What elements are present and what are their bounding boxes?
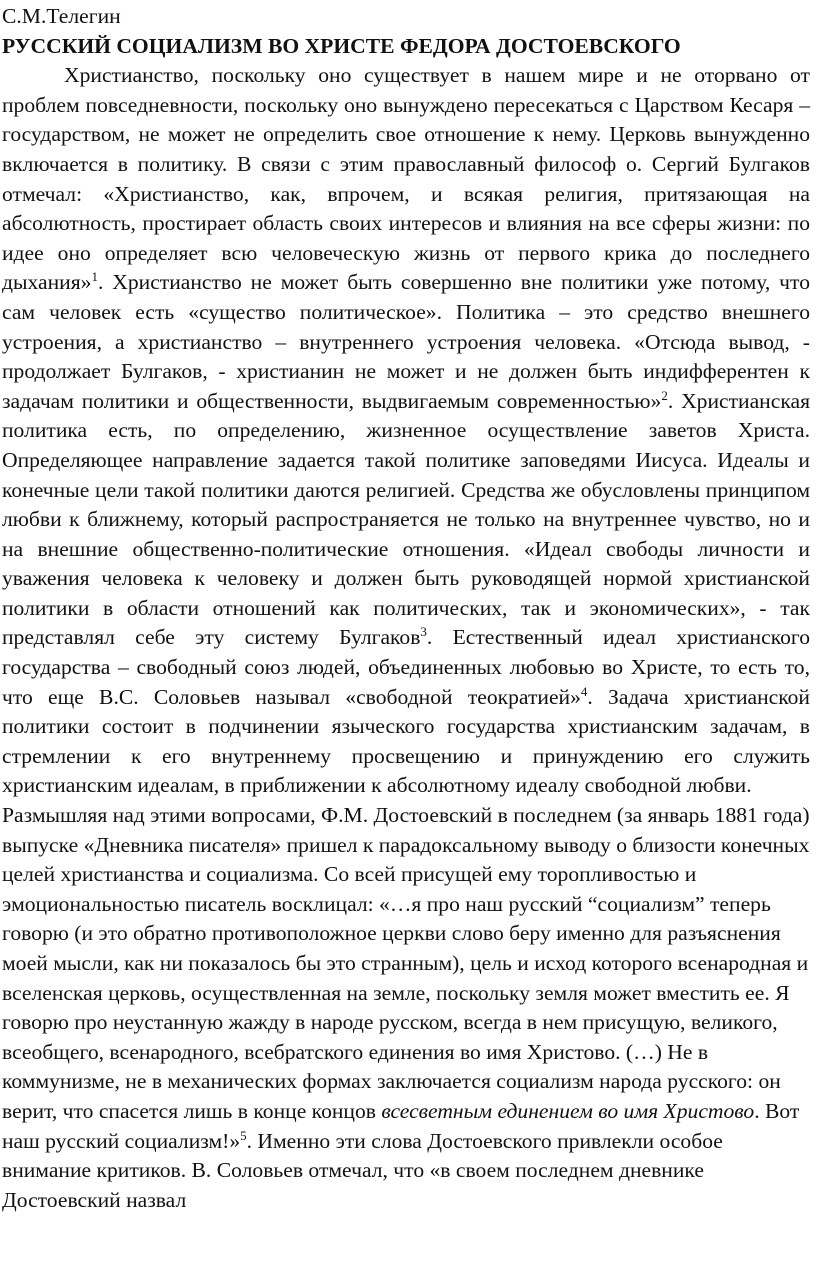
footnote-ref-3: 3: [420, 624, 427, 640]
author-name: С.М.Телегин: [2, 4, 121, 28]
document-title: РУССКИЙ СОЦИАЛИЗМ ВО ХРИСТЕ ФЕДОРА ДОСТОЕВСКОГО: [2, 33, 681, 58]
paragraph-1-text-5: . Задача христианской политики состоит в подчинении языческого государства христианским задачам, в стремлении к его внутреннему просвещению и принуждению его служить христианским идеалам, в приближении к абсолютному идеалу свободной любви.: [2, 684, 810, 798]
paragraph-1-text-1: Христианство, поскольку оно существует в нашем мире и не оторвано от проблем повседневности, поскольку оно вынуждено пересекаться с Царством Кесаря – государством, не может не определить свое отношение к нему. Церковь вынужденно включается в политику. В связи с этим православный философ о. Сергий Булгаков отмечал: «Христианство, как, впрочем, и всякая религия, притязающая на абсолютность, простирает область своих интересов и влияния на все сферы жизни: по идее оно определяет всю человеческую жизнь от первого крика до последнего дыхания»: [2, 63, 810, 295]
footnote-ref-5: 5: [240, 1127, 247, 1143]
paragraph-1-text-3: . Христианская политика есть, по определению, жизненное осуществление заветов Христа. Определяющее направление задается такой политике заповедями Иисуса. Идеалы и конечные цели такой политики даются религией. Средства же обусловлены принципом любви к ближнему, который распространяется не только на внутреннее чувство, но и на внешние общественно-политические отношения. «Идеал свободы личности и уважения человека к человеку и должен быть руководящей нормой христианской политики в области отношений как политических, так и экономических», - так представлял себе эту систему Булгаков: [2, 388, 810, 650]
paragraph-2-text-3: . Именно эти слова Достоевского привлекли особое внимание критиков. В. Соловьев отмечал, что «в своем последнем дневнике Достоевский назвал: [2, 1128, 723, 1212]
paragraph-2-text-2: . Вот наш русский социализм!»: [2, 1098, 800, 1153]
paragraph-1: [2, 61, 810, 801]
paragraph-2-italic: всесветным единением во имя Христово: [381, 1098, 755, 1123]
paragraph-2-text-1: Размышляя над этими вопросами, Ф.М. Достоевский в последнем (за январь 1881 года) выпуске «Дневника писателя» пришел к парадоксальному выводу о близости конечных целей христианства и социализма. Со всей присущей ему торопливостью и эмоциональностью писатель восклицал: «…я про наш русский “социализм” теперь говорю (и это обратно противоположное церкви слово беру именно для разъяснения моей мысли, как ни показалось бы это странным), цель и исход которого всенародная и вселенская церковь, осуществленная на земле, поскольку земля может вместить ее. Я говорю про неустанную жажду в народе русском, всегда в нем присущую, великого, всеобщего, всенародного, всебратского единения во имя Христово. (…) Не в коммунизме, не в механических формах заключается социализм народа русского: он верит, что спасется лишь в конце концов: [2, 803, 810, 1123]
paragraph-2: [2, 801, 810, 1215]
footnote-ref-1: 1: [91, 269, 98, 285]
footnote-ref-2: 2: [661, 387, 668, 403]
paragraph-1-text-4: . Естественный идеал христианского государства – свободный союз людей, объединенных любовью во Христе, то есть то, что еще В.С. Соловьев называл «свободной теократией»: [2, 625, 810, 709]
paragraph-1-text-2: . Христианство не может быть совершенно вне политики уже потому, что сам человек есть «существо политическое». Политика – это средство внешнего устроения, а христианство – внутреннего устроения человека. «Отсюда вывод, - продолжает Булгаков, - христианин не может и не должен быть индифферентен к задачам политики и общественности, выдвигаемым современностью»: [2, 270, 810, 413]
footnote-ref-4: 4: [580, 683, 588, 699]
